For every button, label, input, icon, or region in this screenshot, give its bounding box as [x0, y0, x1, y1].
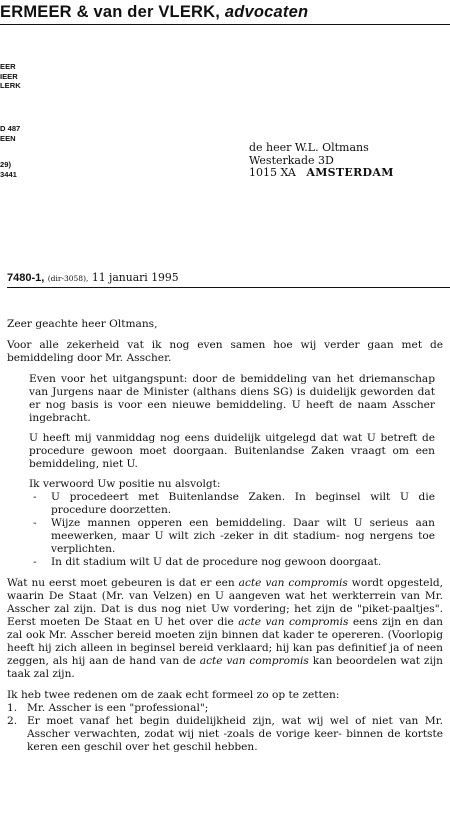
sidebar-phone	[0, 160, 40, 179]
reference-rule	[7, 287, 450, 288]
sidebar-line: EEN	[0, 133, 16, 143]
salutation: Zeer geachte heer Oltmans,	[7, 318, 158, 330]
compromis-paragraph: Wat nu eerst moet gebeuren is dat er een acte van compromis wordt opgesteld, waarin De Staat (Mr. van Velzen) en U aangeven wat het werkterrein van Mr. Asscher zal zijn. Dat is dus nog niet Uw vordering; het zijn de "piket-paaltjes". Eerst moeten De Staat en U het over die acte van compromis eens zijn en dan zal ook Mr. Asscher bereid moeten zijn binnen dat kader te opereren. (Voorlopig heeft hij zich alleen in beginsel bereid verklaard; hij kan pas definitief ja of neen zeggen, als hij aan de hand van de acte van compromis kan beoordelen wat zijn taak zal zijn.	[7, 577, 443, 681]
recipient-postcode: 1015 XA	[249, 166, 296, 179]
indented-section	[29, 373, 435, 569]
sidebar-line: 3441	[0, 169, 17, 179]
list-item: 1. Mr. Asscher is een "professional";	[7, 702, 209, 715]
recipient-city: AMSTERDAM	[306, 166, 394, 179]
recipient-city-line	[249, 167, 394, 180]
compromis-term: acte van compromis	[238, 616, 349, 629]
compromis-term: acte van compromis	[199, 655, 309, 668]
letterhead-rule	[0, 24, 450, 25]
position-intro: Ik verwoord Uw positie nu alsvolgt:	[29, 478, 221, 491]
reference-number: 7480-1,	[7, 272, 45, 284]
list-item: 2. Er moet vanaf het begin duidelijkheid zijn, wat wij wel of niet van Mr. Asscher verwachten, zodat wij niet -zoals de vorige keer- binnen de kortste keren een geschil over het geschil hebben.	[7, 715, 443, 754]
compromis-term: acte van compromis	[238, 577, 348, 590]
sidebar-line: 29)	[0, 160, 11, 169]
recipient-street: Westerkade 3D	[249, 153, 334, 167]
list-item: - Wijze mannen opperen een bemiddeling. Daar wilt U serieus aan meewerken, maar U wilt zich -zeker in dit stadium- nog nergens toe verplichten.	[29, 517, 435, 556]
sidebar-line: LERK	[0, 81, 21, 90]
reference-code: (dir-3058),	[47, 274, 89, 283]
position-list	[29, 491, 435, 569]
reference-line	[7, 271, 179, 286]
quote-paragraph-1: Even voor het uitgangspunt: door de bemiddeling van het driemanschap van Jurgens naar de Minister (althans diens SG) is duidelijk geworden dat er nog basis is voor een nieuwe bemiddeling. U heeft de naam Asscher ingebracht.	[29, 373, 435, 425]
sidebar-partners	[0, 62, 40, 91]
list-item: - In dit stadium wilt U dat de procedure nog gewoon doorgaat.	[29, 556, 435, 569]
letterhead	[0, 2, 450, 22]
sidebar-line: D 487	[0, 124, 21, 133]
recipient-name: de heer W.L. Oltmans	[249, 141, 369, 154]
quote-paragraph-2: U heeft mij vanmiddag nog eens duidelijk uitgelegd dat wat U betreft de procedure gewoon moet doorgaan. Buitenlandse Zaken vraagt om een bemiddeling, niet U.	[29, 432, 435, 471]
reasons-intro: Ik heb twee redenen om de zaak echt formeel zo op te zetten:	[7, 689, 340, 702]
sidebar-line: IEER	[0, 71, 18, 81]
firm-tagline: advocaten	[224, 3, 309, 21]
firm-name: ERMEER & van der VLERK,	[0, 3, 221, 21]
intro-paragraph: Voor alle zekerheid vat ik nog even samen hoe wij verder gaan met de bemiddeling door Mr. Asscher.	[7, 339, 443, 365]
letter-date: 11 januari 1995	[91, 271, 179, 284]
sidebar-postbox	[0, 124, 40, 143]
sidebar-line: EER	[0, 62, 16, 71]
letter-body	[7, 318, 443, 754]
recipient-address	[249, 142, 394, 180]
list-item: - U procedeert met Buitenlandse Zaken. In beginsel wilt U die procedure doorzetten.	[29, 491, 435, 517]
reasons-list	[7, 702, 443, 754]
